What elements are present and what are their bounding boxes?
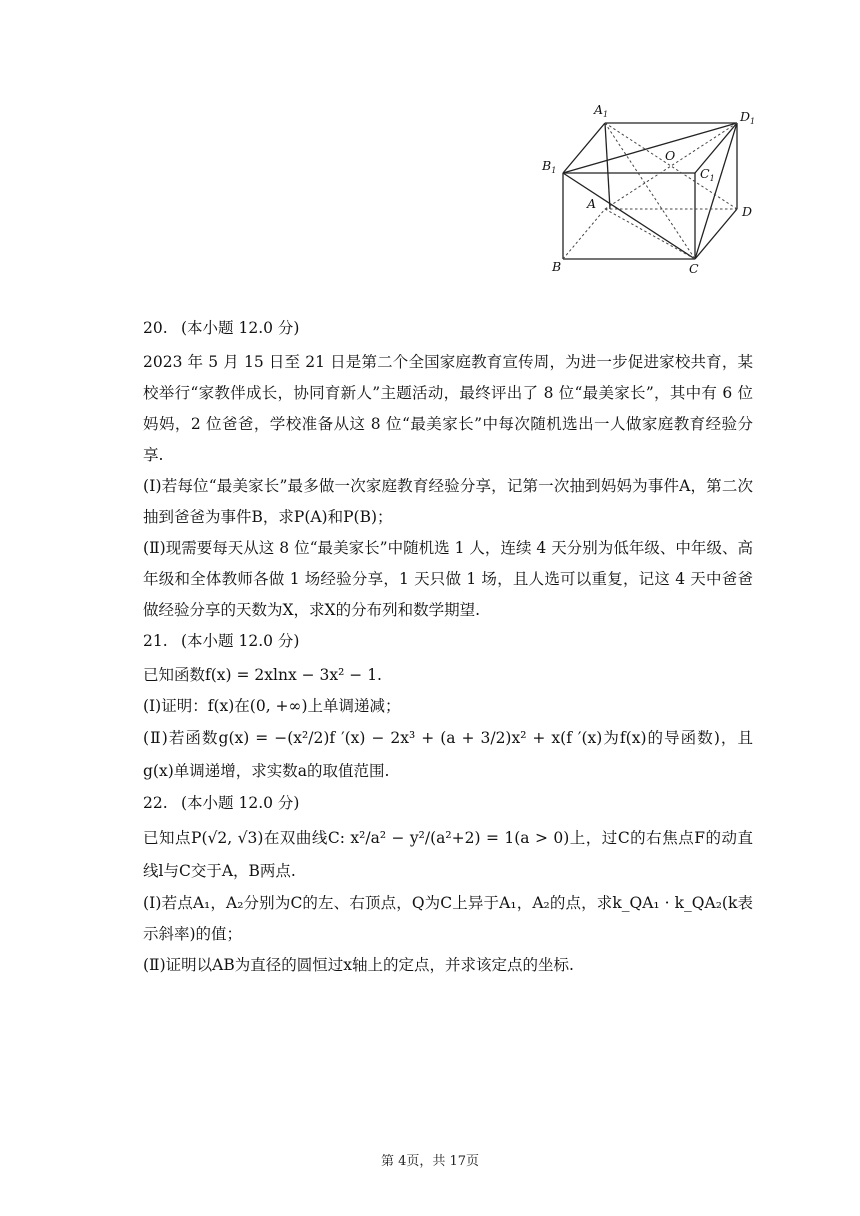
question-20-score: (本小题 12.0 分) (181, 319, 300, 337)
question-20-part1: (Ⅰ)若每位“最美家长”最多做一次家庭教育经验分享，记第一次抽到妈妈为事件A，第二次抽到爸爸为事件B，求P(A)和P(B)； (143, 477, 753, 526)
diag-b1-c (563, 173, 695, 259)
question-22-part1: (Ⅰ)若点A₁，A₂分别为C的左、右顶点，Q为C上异于A₁，A₂的点，求k_QA₁ · k_QA₂(k表示斜率)的值； (143, 894, 753, 943)
page-footer: 第 4页，共 17页 (380, 1154, 480, 1169)
questions (143, 317, 753, 981)
hidden-diag-a1-c (605, 123, 695, 259)
edge-b1-a1 (563, 123, 605, 173)
hidden-diag-a-d1 (605, 123, 737, 209)
edge-d-c (695, 209, 737, 259)
question-20-header (143, 317, 753, 339)
question-20-intro: 2023 年 5 月 15 日至 21 日是第二个全国家庭教育宣传周，为进一步促进家校共育，某校举行“家教伴成长，协同育新人”主题活动，最终评出了 8 位“最美家长”，其中有 6 位妈妈，2 位爸爸，学校准备从这 8 位“最美家长”中每次随机选出一人做家庭教育经验分享. (143, 353, 753, 464)
label-c1: $C_1$ (700, 166, 715, 183)
cube-figure (530, 96, 770, 286)
hidden-diag-a-c (605, 209, 695, 259)
question-21-part1: (Ⅰ)证明：f(x)在(0, +∞)上单调递减； (143, 697, 401, 715)
question-22 (143, 792, 753, 981)
label-a1: $A_1$ (594, 102, 609, 119)
label-b: B (552, 259, 562, 274)
label-b1: $B_1$ (542, 158, 557, 175)
label-c: C (689, 261, 699, 276)
label-d1: $D_1$ (740, 109, 756, 126)
edge-a1-a (605, 123, 610, 209)
question-20 (143, 317, 753, 626)
question-21-score: (本小题 12.0 分) (181, 632, 300, 650)
diag-c-d1 (695, 123, 737, 259)
cube-diagram (530, 96, 770, 286)
label-a: A (587, 196, 597, 211)
question-22-header (143, 792, 753, 814)
question-22-intro: 已知点P(√2, √3)在双曲线C: x²/a² − y²/(a²+2) = 1(a > 0)上，过C的右焦点F的动直线l与C交于A，B两点. (143, 829, 753, 880)
question-22-number: 22. (143, 794, 168, 812)
question-21-header (143, 630, 753, 652)
question-20-part2: (Ⅱ)现需要每天从这 8 位“最美家长”中随机选 1 人，连续 4 天分别为低年级、中年级、高年级和全体教师各做 1 场经验分享，1 天只做 1 场，且人选可以重复，记这 4 天中爸爸做经验分享的天数为X，求X的分布列和数学期望. (143, 539, 753, 619)
label-o: O (665, 148, 676, 163)
label-d: D (742, 204, 753, 219)
question-21 (143, 630, 753, 788)
hidden-edge-b-a (563, 209, 605, 259)
question-21-number: 21. (143, 632, 168, 650)
question-22-part2: (Ⅱ)证明以AB为直径的圆恒过x轴上的定点，并求该定点的坐标. (143, 956, 574, 974)
question-21-part2: (Ⅱ)若函数g(x) = −(x²/2)f ′(x) − 2x³ + (a + 3/2)x² + x(f ′(x)为f(x)的导函数)，且g(x)单调递增，求实数a的取值范围. (143, 729, 753, 780)
hidden-diag-a1-d (605, 123, 737, 209)
question-21-intro: 已知函数f(x) = 2xlnx − 3x² − 1. (143, 666, 382, 684)
question-20-number: 20. (143, 319, 168, 337)
diag-b1-d1 (563, 123, 737, 173)
question-22-score: (本小题 12.0 分) (181, 794, 300, 812)
